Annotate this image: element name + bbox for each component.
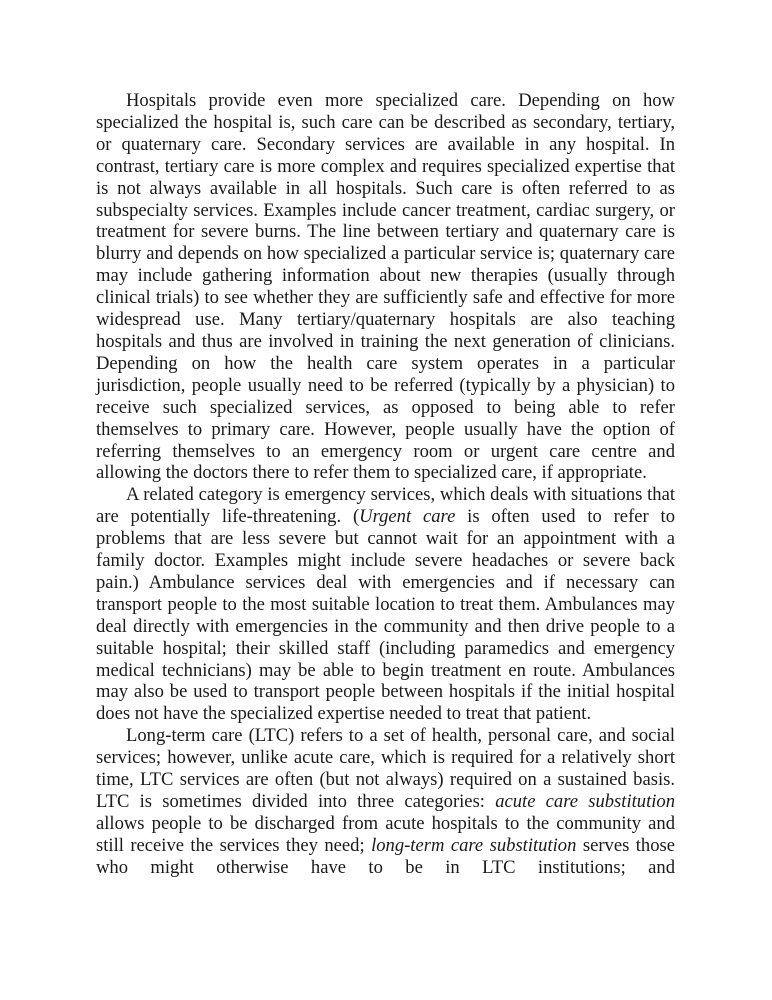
italic-term-long-term-care-substitution: long-term care substitution <box>371 834 577 856</box>
italic-term-acute-care-substitution: acute care substitution <box>495 791 675 812</box>
paragraph-hospitals <box>96 90 675 484</box>
paragraph-text: is often used to refer to problems that are less severe but cannot wait for an appointment with a family doctor. Examples might include severe headaches or severe back pain.) Ambulance services deal with emergencies and if necessary can transport people to the most suitable location to treat them. Ambulances may deal directly with emergencies in the community and then drive people to a suitable hospital; their skilled staff (including paramedics and emergency medical technicians) may be able to begin treatment en route. Ambulances may also be used to transport people between hospitals if the initial hospital does not have the specialized expertise needed to treat that patient. <box>96 506 675 725</box>
paragraph-text: serves those who might otherwise have to be in LTC institutions; and <box>96 834 675 878</box>
paragraph-text: A related category is emergency services, which deals with situations that are potentially life-threatening. ( <box>96 484 675 528</box>
document-page <box>96 90 675 879</box>
paragraph-text: allows people to be discharged from acute hospitals to the community and still receive the services they need; <box>96 812 675 856</box>
paragraph-text: Hospitals provide even more specialized care. Depending on how specialized the hospital is, such care can be described as secondary, tertiary, or quaternary care. Secondary services are available in any hospital. In contrast, tertiary care is more complex and requires specialized expertise that is not always available in all hospitals. Such care is often referred to as subspecialty services. Examples include cancer treatment, cardiac surgery, or treatment for severe burns. The line between tertiary and quaternary care is blurry and depends on how specialized a particular service is; quaternary care may include gathering information about new therapies (usually through clinical trials) to see whether they are sufficiently safe and effective for more widespread use. Many tertiary/quaternary hospitals are also teaching hospitals and thus are involved in training the next generation of clinicians. Depending on how the health care system operates in a particular jurisdiction, people usually need to be referred (typically by a physician) to receive such specialized services, as opposed to being able to refer themselves to primary care. However, people usually have the option of referring themselves to an emergency room or urgent care centre and allowing the doctors there to refer them to specialized care, if appropriate. <box>96 90 675 484</box>
italic-term-urgent-care: Urgent care <box>359 506 456 528</box>
paragraph-emergency-services <box>96 484 675 725</box>
paragraph-long-term-care <box>96 725 675 878</box>
paragraph-text: Long-term care (LTC) refers to a set of health, personal care, and social services; however, unlike acute care, which is required for a relatively short time, LTC services are often (but not always) required on a sustained basis. LTC is sometimes divided into three categories: <box>96 725 675 812</box>
